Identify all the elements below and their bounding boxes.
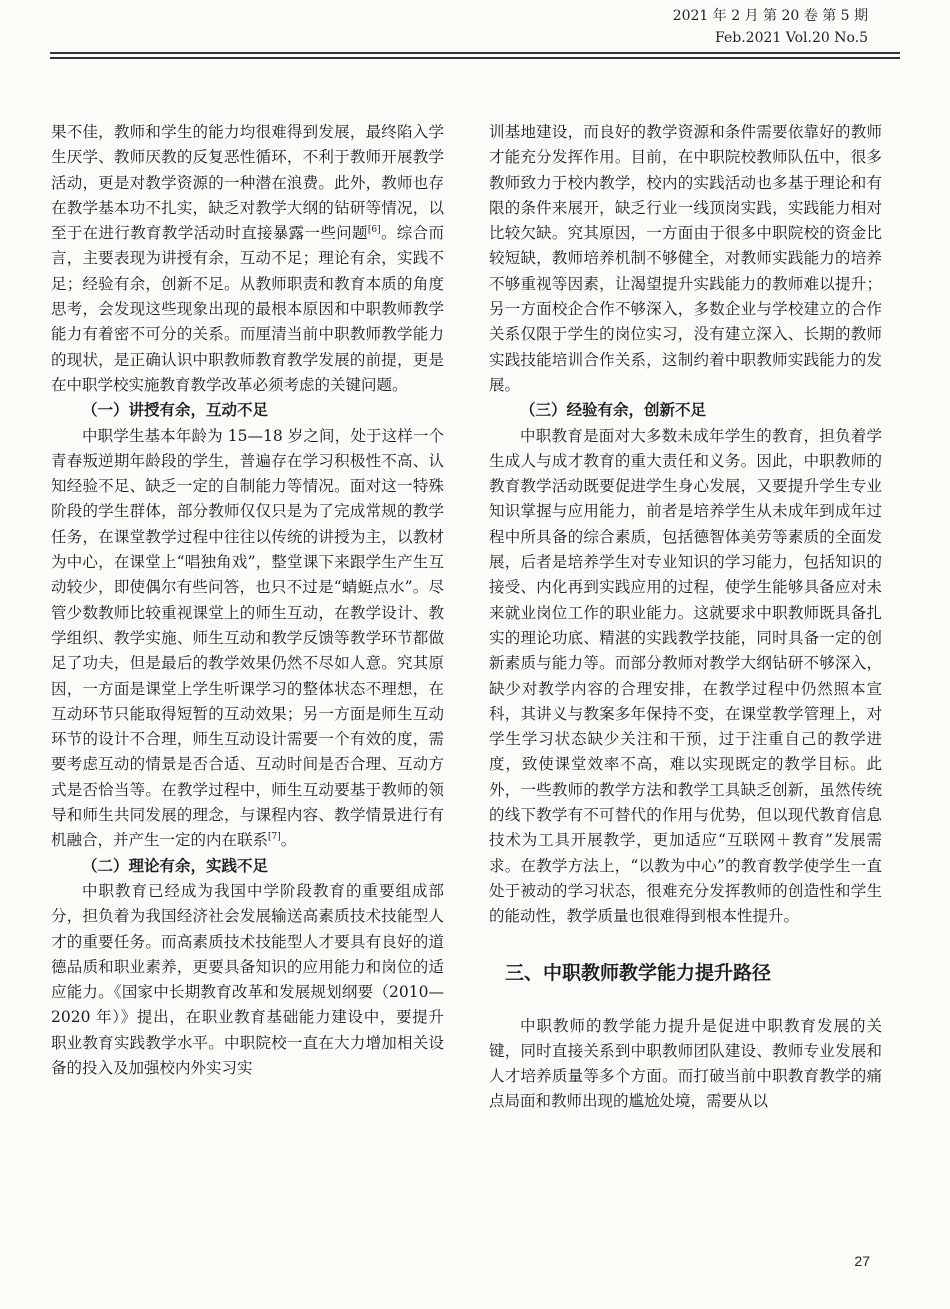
- subheading-2: （二）理论有余，实践不足: [82, 856, 269, 875]
- paragraph-1: 中职学生基本年龄为 15—18 岁之间，处于这样一个青春叛逆期年龄段的学生，普遍存在学习积极性不高、认知经验不足、缺乏一定的自制能力等情况。面对这一特殊阶段的学生群体，部分教师仅仅只是为了完成常规的教学任务，在课堂教学过程中往往以传统的讲授为主，以教材为中心，在课堂上“唱独角戏”，整堂课下来跟学生产生互动较少，即使偶尔有些问答，也只不过是“蜻蜓点水”。尽管少数教师比较重视课堂上的师生互动，在教学设计、教学组织、教学实施、师生互动和教学反馈等教学环节都做足了功夫，但是最后的教学效果仍然不尽如人意。究其原因，一方面是课堂上学生听课学习的整体状态不理想，在互动环节只能取得短暂的互动效果；另一方面是师生互动环节的设计不合理，师生互动设计需要一个有效的度，需要考虑互动的情景是否合适、互动时间是否合理、互动方式是否恰当等。在教学过程中，师生互动要基于教师的领导和师生共同发展的理念，与课程内容、教学情景进行有机融合，并产生一定的内在联系[7]。: [51, 426, 444, 850]
- paragraph-continued: 果不佳，教师和学生的能力均很难得到发展，最终陷入学生厌学、教师厌教的反复恶性循环，不利于教师开展教学活动，更是对教学资源的一种潜在浪费。此外，教师也存在教学基本功不扎实，缺乏对教学大纲的钻研等情况，以至于在进行教育教学活动时直接暴露一些问题[6]。综合而言，主要表现为讲授有余，互动不足；理论有余，实践不足；经验有余，创新不足。从教师职责和教育本质的角度思考，会发现这些现象出现的最根本原因和中职教师教学能力有着密不可分的关系。而厘清当前中职教师教学能力的现状，是正确认识中职教师教育教学发展的前提，更是在中职学校实施教育教学改革必须考虑的关键问题。: [51, 123, 444, 394]
- citation-6[interactable]: [6]: [367, 225, 381, 236]
- citation-7[interactable]: [7]: [268, 832, 281, 843]
- paragraph-2: 中职教育已经成为我国中学阶段教育的重要组成部分，担负着为我国经济社会发展输送高素质技术技能型人才的重要任务。而高素质技术技能型人才要具有良好的道德品质和职业素养，更要具备知识的应用能力和岗位的适应能力。《国家中长期教育改革和发展规划纲要（2010—2020 年）》提出，在职业教育基础能力建设中，要提升职业教育实践教学水平。中职院校一直在大力增加相关设备的投入及加强校内外实习实: [51, 881, 444, 1077]
- page-number: 27: [854, 1253, 870, 1269]
- section-heading-3: 三、中职教师教学能力提升路径: [505, 961, 772, 984]
- right-column: [489, 120, 882, 1115]
- journal-issue-cn: 2021 年 2 月 第 20 卷 第 5 期: [672, 8, 868, 24]
- left-column: [51, 120, 444, 1081]
- journal-issue-en: Feb.2021 Vol.20 No.5: [715, 30, 868, 46]
- subheading-3: （三）经验有余，创新不足: [520, 401, 707, 420]
- paragraph-3: 中职教育是面对大多数未成年学生的教育，担负着学生成人与成才教育的重大责任和义务。因此，中职教师的教育教学活动既要促进学生身心发展，又要提升学生专业知识掌握与应用能力，前者是培养学生从未成年到成年过程中所具备的综合素质，包括德智体美劳等素质的全面发展，后者是培养学生对专业知识的学习能力，包括知识的接受、内化再到实践应用的过程，使学生能够具备应对未来就业岗位工作的职业能力。这就要求中职教师既具备扎实的理论功底、精湛的实践教学技能，同时具备一定的创新素质与能力等。而部分教师对教学大纲钻研不够深入，缺少对教学内容的合理安排，在教学过程中仍然照本宣科，其讲义与教案多年保持不变，在课堂教学管理上，对学生学习状态缺少关注和干预，过于注重自己的教学进度，致使课堂效率不高，难以实现既定的教学目标。此外，一些教师的教学方法和教学工具缺乏创新，虽然传统的线下教学有不可替代的作用与优势，但以现代教育信息技术为工具开展教学，更加适应“互联网＋教育”发展需求。在教学方法上，“以教为中心”的教育教学使学生一直处于被动的学习状态，很难充分发挥教师的创造性和学生的能动性，教学质量也很难得到根本性提升。: [489, 426, 882, 926]
- header-rule-top: [50, 52, 900, 54]
- paragraph-2-continued: 训基地建设，而良好的教学资源和条件需要依靠好的教师才能充分发挥作用。目前，在中职院校教师队伍中，很多教师致力于校内教学，校内的实践活动也多基于理论和有限的条件来展开，缺乏行业一线顶岗实践，实践能力相对比较欠缺。究其原因，一方面由于很多中职院校的资金比较短缺，教师培养机制不够健全，对教师实践能力的培养不够重视等因素，让渴望提升实践能力的教师难以提升；另一方面校企合作不够深入，多数企业与学校建立的合作关系仅限于学生的岗位实习，没有建立深入、长期的教师实践技能培训合作关系，这制约着中职教师实践能力的发展。: [489, 123, 882, 394]
- header-rule-bottom: [50, 57, 900, 59]
- paragraph-4: 中职教师的教学能力提升是促进中职教育发展的关键，同时直接关系到中职教师团队建设、教师专业发展和人才培养质量等多个方面。而打破当前中职教育教学的痛点局面和教师出现的尴尬处境，需要从以: [489, 1016, 882, 1111]
- subheading-1: （一）讲授有余，互动不足: [82, 401, 269, 420]
